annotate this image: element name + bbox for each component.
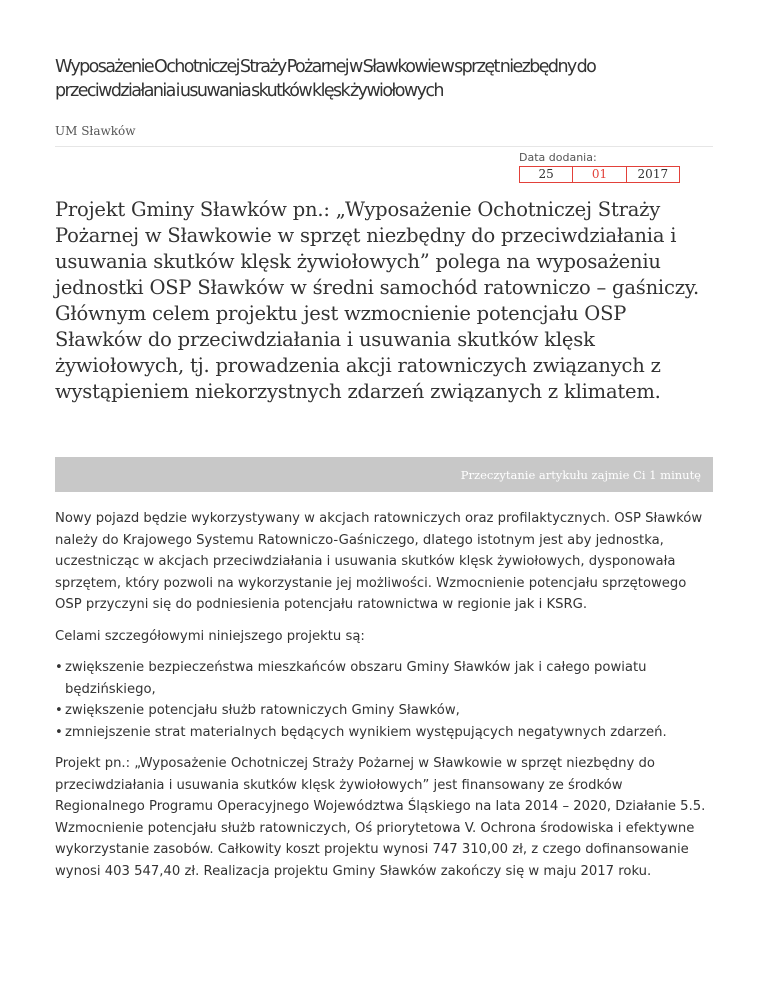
body-paragraph-1: Nowy pojazd będzie wykorzystywany w akcjach ratowniczych oraz profilaktycznych. OSP Sławków należy do Krajowego Systemu Ratowniczo-Gaśniczego, dlatego istotnym jest aby jednostka, uczestnicząc w akcjach przeciwdziałania i usuwania skutków klęsk żywiołowych, dysponowała sprzętem, który pozwoli na wykorzystanie jej możliwości. Wzmocnienie potencjału sprzętowego OSP przyczyni się do podniesienia potencjału ratownictwa w regionie jak i KSRG. (55, 511, 703, 612)
date-label: Data dodania: (519, 151, 597, 164)
list-item (55, 700, 715, 722)
goals-list (55, 657, 715, 743)
list-item (55, 657, 715, 700)
list-item (55, 722, 715, 744)
list-item-text: zwiększenie bezpieczeństwa mieszkańców obszaru Gminy Sławków jak i całego powiatu będzińskiego, (65, 660, 647, 697)
article-lead: Projekt Gminy Sławków pn.: „Wyposażenie Ochotniczej Straży Pożarnej w Sławkowie w sprzęt niezbędny do przeciwdziałania i usuwania skutków klęsk żywiołowych” polega na wyposażeniu jednostki OSP Sławków w średni samochód ratowniczo – gaśniczy. Głównym celem projektu jest wzmocnienie potencjału OSP Sławków do przeciwdziałania i usuwania skutków klęsk żywiołowych, tj. prowadzenia akcji ratowniczych związanych z wystąpieniem niekorzystnych zdarzeń związanych z klimatem. (55, 198, 699, 403)
date-box (519, 166, 680, 183)
reading-time-bar (55, 457, 713, 492)
bullet-icon: • (55, 724, 63, 740)
goals-heading: Celami szczegółowymi niniejszego projektu są: (55, 628, 365, 644)
list-item-text: zmniejszenie strat materialnych będących wynikiem występujących negatywnych zdarzeń. (65, 724, 667, 740)
date-month: 01 (572, 167, 625, 182)
article-title: Wyposażenie Ochotniczej Straży Pożarnej w Sławkowie w sprzęt niezbędny do przeciwdziałania i usuwania skutków klęsk żywiołowych (55, 57, 596, 101)
body-paragraph-2: Projekt pn.: „Wyposażenie Ochotniczej Straży Pożarnej w Sławkowie w sprzęt niezbędny do przeciwdziałania i usuwania skutków klęsk żywiołowych” jest finansowany ze środków Regionalnego Programu Operacyjnego Województwa Śląskiego na lata 2014 – 2020, Działanie 5.5. Wzmocnienie potencjału służb ratowniczych, Oś priorytetowa V. Ochrona środowiska i efektywne wykorzystanie zasobów. Całkowity koszt projektu wynosi 747 310,00 zł, z czego dofinansowanie wynosi 403 547,40 zł. Realizacja projektu Gminy Sławków zakończy się w maju 2017 roku. (55, 756, 706, 879)
date-year: 2017 (626, 167, 679, 182)
list-item-text: zwiększenie potencjału służb ratowniczych Gminy Sławków, (65, 703, 460, 718)
date-day: 25 (538, 167, 554, 181)
article-author: UM Sławków (55, 124, 136, 138)
reading-time-text: Przeczytanie artykułu zajmie Ci 1 minutę (460, 467, 701, 482)
header-divider (55, 146, 713, 147)
bullet-icon: • (55, 703, 63, 718)
article-body (55, 508, 715, 892)
bullet-icon: • (55, 660, 63, 675)
